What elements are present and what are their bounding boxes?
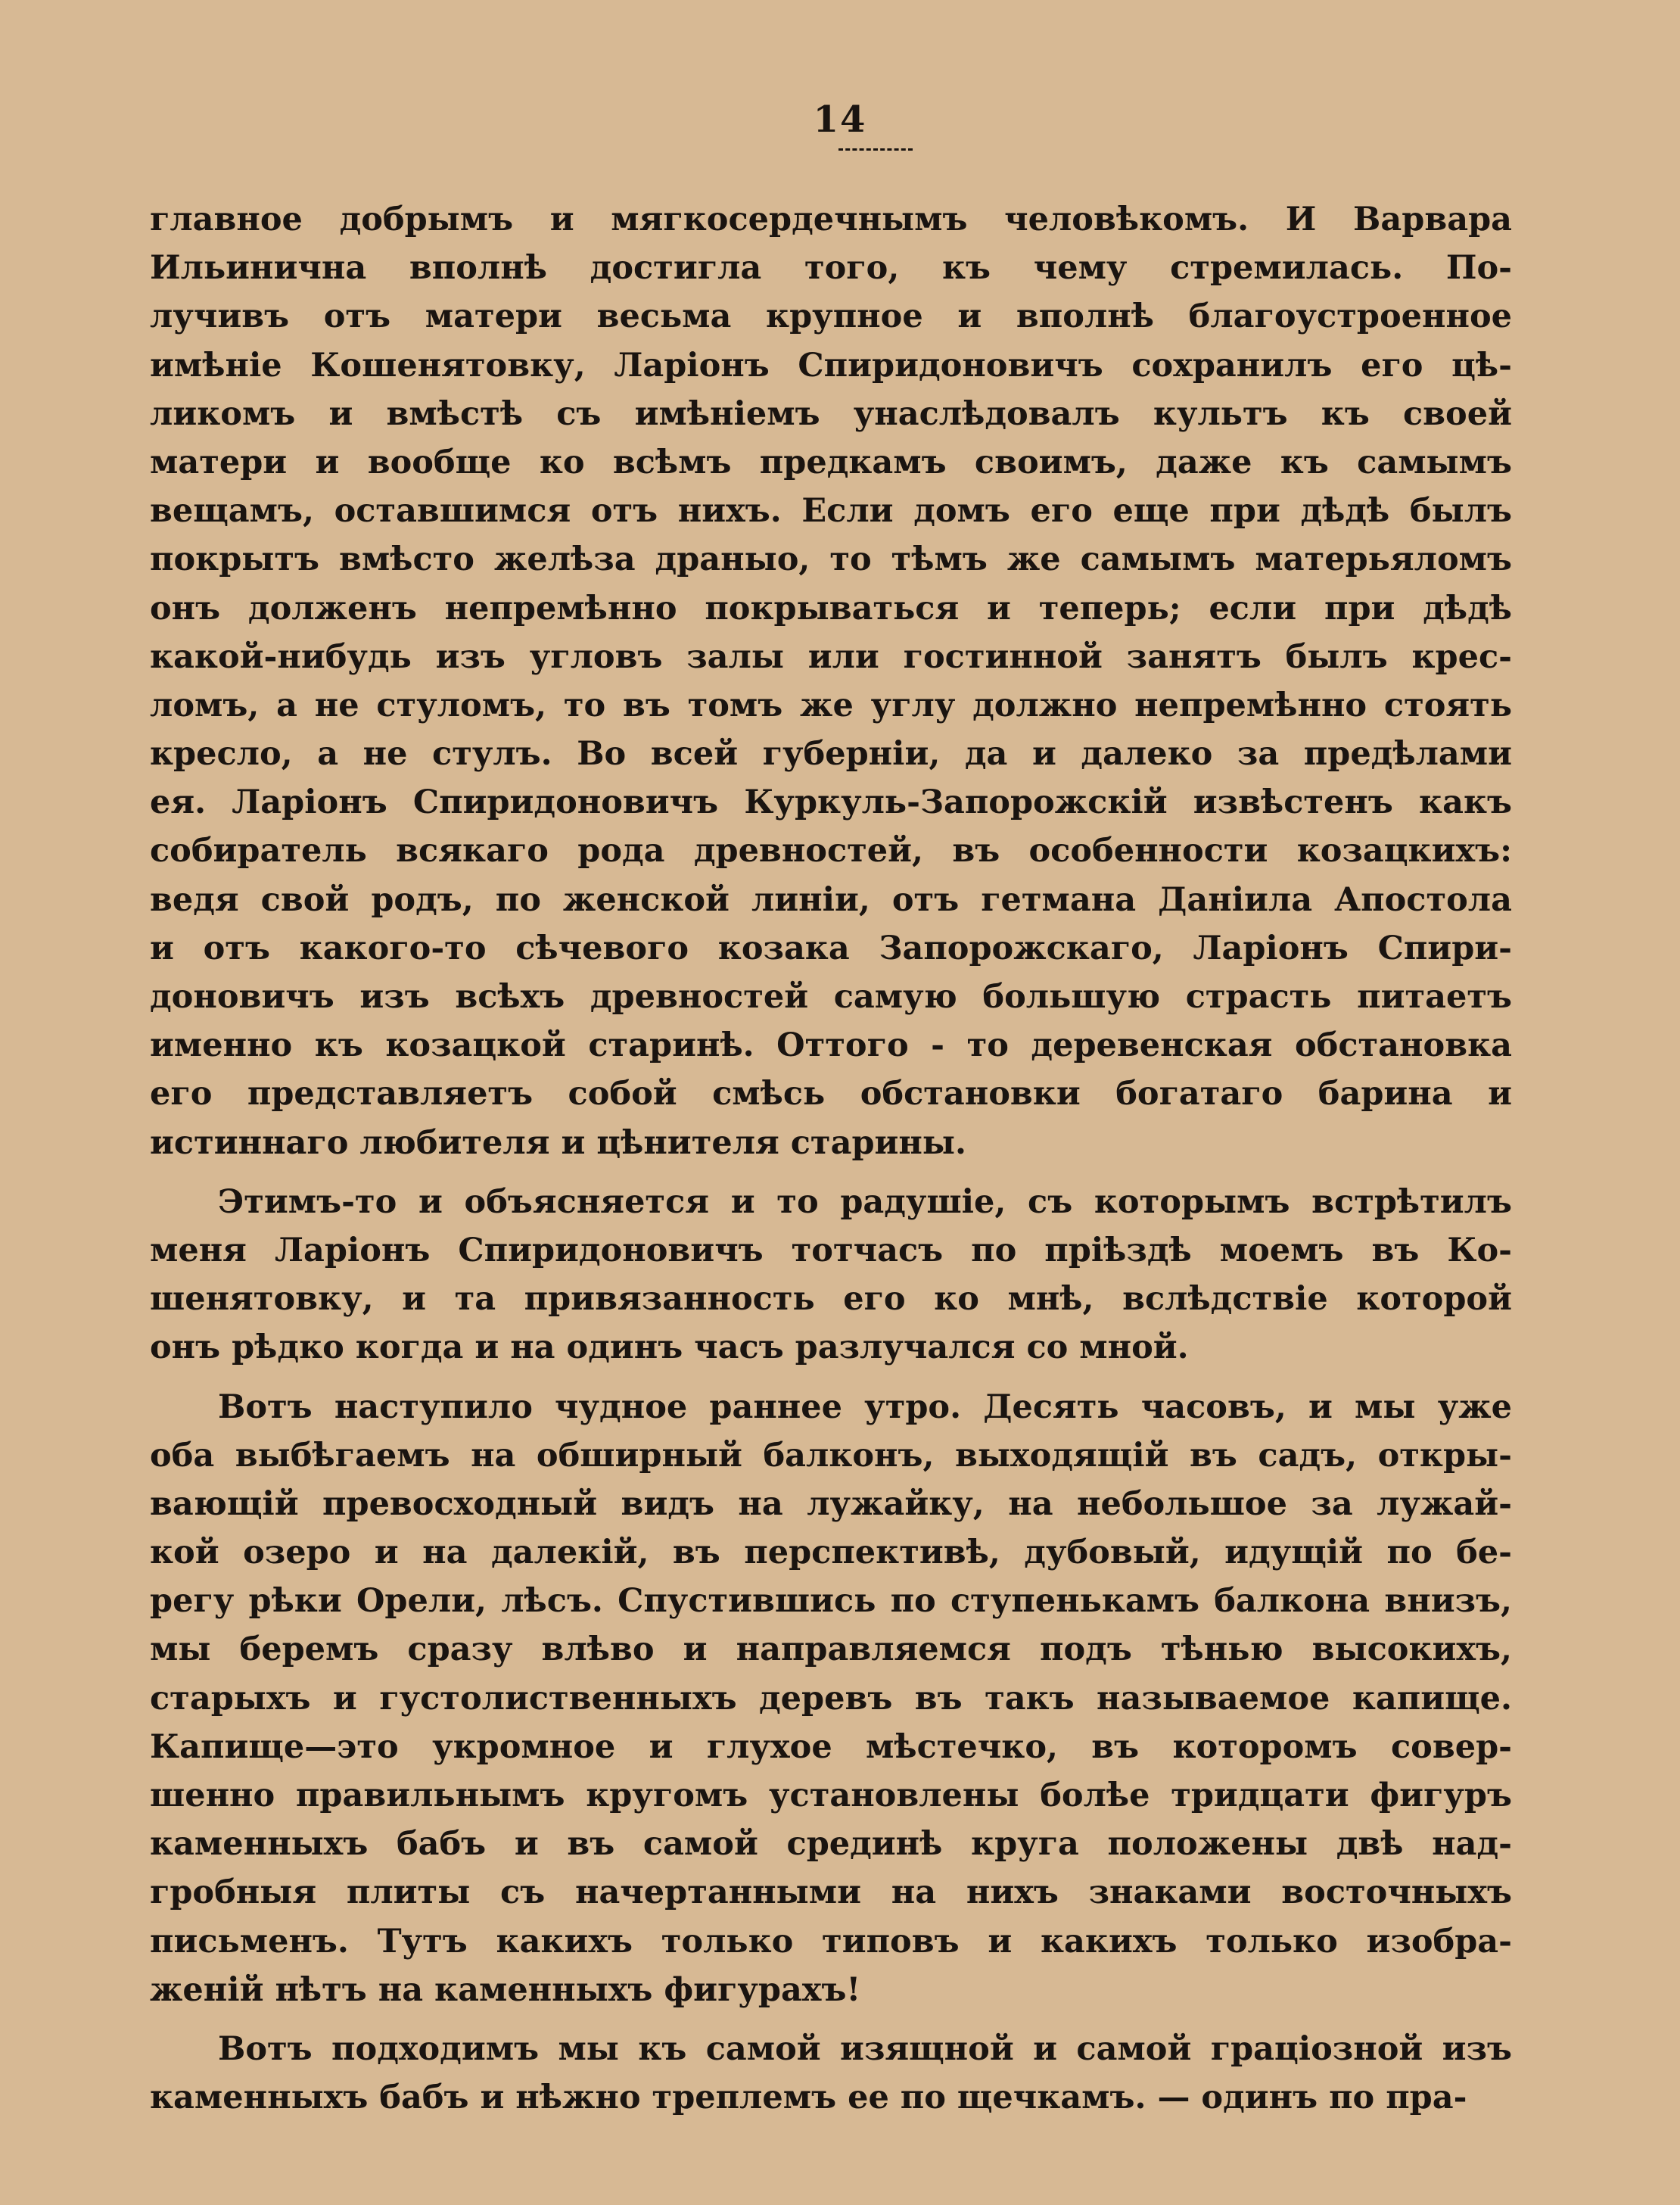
text-line: каменныхъ бабъ и нѣжно треплемъ ее по щечкамъ. — одинъ по пра- (150, 2079, 1467, 2117)
text-line: оба выбѣгаемъ на обширный балконъ, выходящій въ садъ, откры- (150, 1436, 1512, 1475)
text-line: собиратель всякаго рода древностей, въ особенности козацкихъ: (150, 832, 1512, 870)
text-line: истиннаго любителя и цѣнителя старины. (150, 1123, 966, 1162)
text-line: каменныхъ бабъ и въ самой срединѣ круга положены двѣ над- (150, 1825, 1512, 1864)
paragraph-gap (150, 1167, 1512, 1178)
text-line: меня Ларіонъ Спиридоновичъ тотчасъ по пріѣздѣ моемъ въ Ко- (150, 1231, 1512, 1269)
text-line: Этимъ-то и объясняется и то радушіе, съ которымъ встрѣтилъ (218, 1182, 1512, 1221)
text-line: письменъ. Тутъ какихъ только типовъ и какихъ только изобра- (150, 1922, 1512, 1961)
text-line: ликомъ и вмѣстѣ съ имѣніемъ унаслѣдовалъ культъ къ своей (150, 394, 1512, 433)
text-line: Капище—это укромное и глухое мѣстечко, въ которомъ совер- (150, 1727, 1512, 1766)
text-line: шенно правильнымъ кругомъ установлены болѣе тридцати фигуръ (150, 1777, 1512, 1814)
text-line: ломъ, а не стуломъ, то въ томъ же углу должно непремѣнно стоять (150, 686, 1512, 724)
paragraph-gap (150, 2014, 1512, 2025)
text-line: какой-нибудь изъ угловъ залы или гостинной занятъ былъ крес- (150, 637, 1512, 676)
text-line: главное добрымъ и мягкосердечнымъ человѣкомъ. И Варвара (150, 201, 1512, 238)
text-line: вающій превосходный видъ на лужайку, на небольшое за лужай- (150, 1484, 1512, 1523)
text-line: Вотъ подходимъ мы къ самой изящной и самой граціозной изъ (218, 2029, 1512, 2068)
text-line: гробныя плиты съ начертанными на нихъ знаками восточныхъ (150, 1873, 1512, 1912)
text-line: регу рѣки Орели, лѣсъ. Спустившись по ступенькамъ балкона внизъ, (150, 1582, 1512, 1621)
text-line: матери и вообще ко всѣмъ предкамъ своимъ, даже къ самымъ (150, 443, 1512, 481)
text-line: доновичъ изъ всѣхъ древностей самую большую страсть питаетъ (150, 978, 1512, 1016)
paragraph (150, 2025, 1512, 2122)
text-line: Вотъ наступило чудное раннее утро. Десять часовъ, и мы уже (218, 1387, 1512, 1426)
page-number-rule (838, 148, 913, 151)
text-line: и отъ какого-то сѣчевого козака Запорожскаго, Ларіонъ Спири- (150, 929, 1512, 967)
text-line: вещамъ, оставшимся отъ нихъ. Если домъ его еще при дѣдѣ былъ (150, 492, 1512, 531)
text-line: старыхъ и густолиственныхъ деревъ въ такъ называемое капище. (150, 1679, 1512, 1718)
text-line: кой озеро и на далекій, въ перспективѣ, дубовый, идущій по бе- (150, 1534, 1512, 1572)
text-line: покрытъ вмѣсто желѣза драныо, то тѣмъ же самымъ матерьяломъ (150, 540, 1512, 579)
text-line: ведя свой родъ, по женской линіи, отъ гетмана Даніила Апостола (150, 880, 1512, 919)
text-line: именно къ козацкой старинѣ. Оттого - то деревенская обстановка (150, 1026, 1512, 1065)
paragraph-gap (150, 1372, 1512, 1383)
paragraph (150, 1178, 1512, 1372)
text-line: ея. Ларіонъ Спиридоновичъ Куркуль-Запорожскій извѣстенъ какъ (150, 783, 1512, 822)
text-line: онъ рѣдко когда и на одинъ часъ разлучался со мной. (150, 1328, 1189, 1367)
page-number: 14 (813, 98, 867, 141)
page-text-block (150, 195, 1512, 2122)
text-line: мы беремъ сразу влѣво и направляемся подъ тѣнью высокихъ, (150, 1630, 1512, 1669)
paragraph (150, 1383, 1512, 2014)
text-line: кресло, а не стулъ. Во всей губерніи, да и далеко за предѣлами (150, 735, 1512, 774)
text-line: его представляетъ собой смѣсь обстановки богатаго барина и (150, 1075, 1512, 1113)
text-line: шенятовку, и та привязанность его ко мнѣ, вслѣдствіе которой (150, 1280, 1512, 1319)
text-line: женій нѣтъ на каменныхъ фигурахъ! (150, 1970, 861, 2009)
text-line: лучивъ отъ матери весьма крупное и вполнѣ благоустроенное (150, 297, 1512, 336)
text-line: имѣніе Кошенятовку, Ларіонъ Спиридоновичъ сохранилъ его цѣ- (150, 346, 1512, 385)
text-line: онъ долженъ непремѣнно покрываться и теперь; если при дѣдѣ (150, 589, 1512, 628)
text-line: Ильинична вполнѣ достигла того, къ чему стремилась. По- (150, 249, 1512, 288)
paragraph (150, 195, 1512, 1167)
